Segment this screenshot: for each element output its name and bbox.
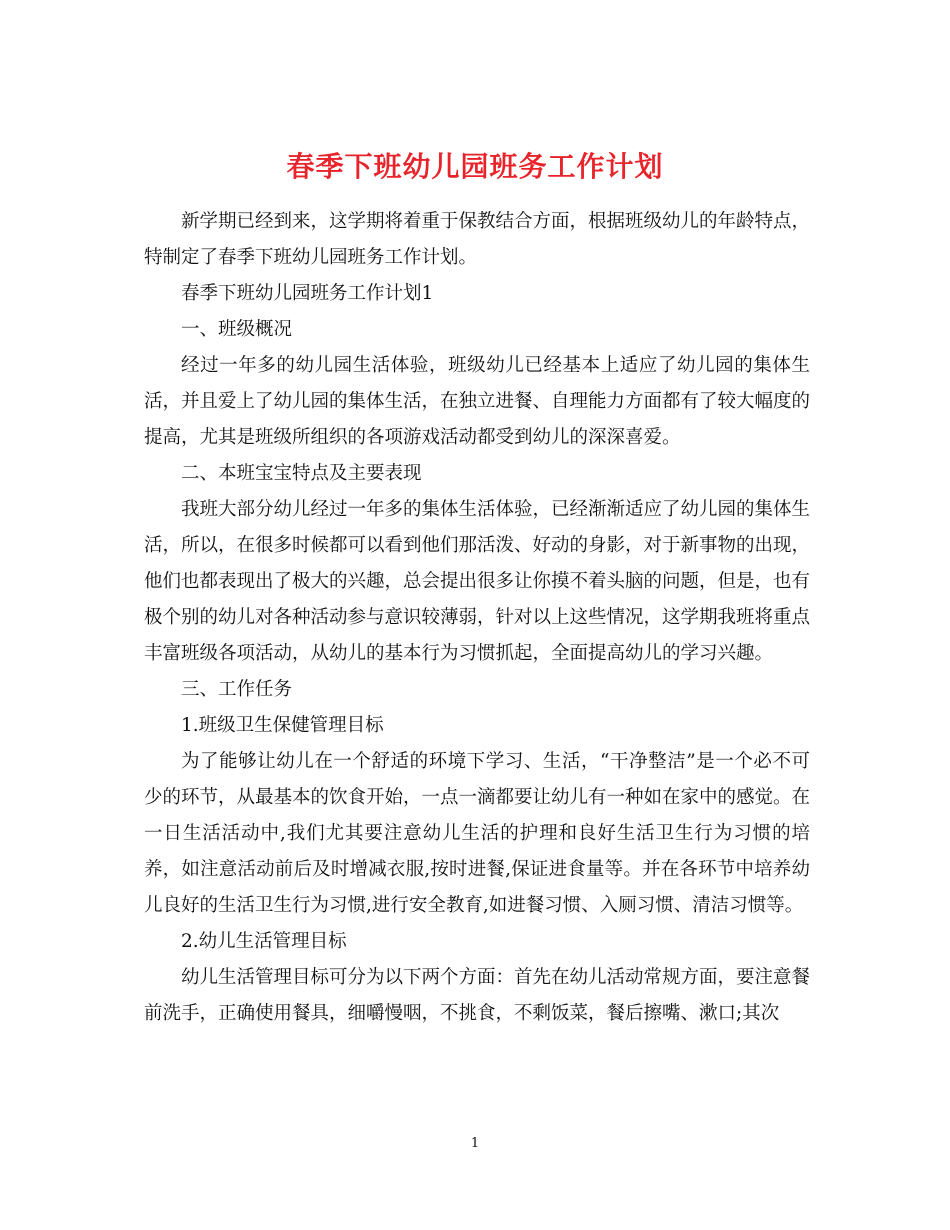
document-title: 春季下班幼儿园班务工作计划 bbox=[286, 149, 664, 183]
subsection-heading-life-management: 2.幼儿生活管理目标 bbox=[181, 931, 347, 952]
section-heading-class-overview: 一、班级概况 bbox=[181, 319, 293, 340]
subsection-heading-hygiene: 1.班级卫生保健管理目标 bbox=[181, 715, 384, 736]
section-heading-work-tasks: 三、工作任务 bbox=[181, 679, 293, 700]
body-paragraph-class-characteristics: 我班大部分幼儿经过一年多的集体生活体验，已经渐渐适应了幼儿园的集体生活，所以，在很多时候都可以看到他们那活泼、好动的身影，对于新事物的出现，他们也都表现出了极大的兴趣，总会提出很多让你摸不着头脑的问题，但是，也有极个别的幼儿对各种活动参与意识较薄弱，针对以上这些情况，这学期我班将重点丰富班级各项活动，从幼儿的基本行为习惯抓起，全面提高幼儿的学习兴趣。 bbox=[144, 499, 811, 664]
body-paragraph-hygiene: 为了能够让幼儿在一个舒适的环境下学习、生活，“干净整洁”是一个必不可少的环节，从最基本的饮食开始，一点一滴都要让幼儿有一种如在家中的感觉。在一日生活活动中,我们尤其要注意幼儿生活的护理和良好生活卫生行为习惯的培养，如注意活动前后及时增减衣服,按时进餐,保证进食量等。并在各环节中培养幼儿良好的生活卫生行为习惯,进行安全教育,如进餐习惯、入厕习惯、清洁习惯等。 bbox=[144, 751, 811, 916]
plan-subtitle: 春季下班幼儿园班务工作计划1 bbox=[181, 283, 434, 304]
intro-paragraph: 新学期已经到来，这学期将着重于保教结合方面，根据班级幼儿的年龄特点，特制定了春季下班幼儿园班务工作计划。 bbox=[144, 211, 811, 268]
page-number: 1 bbox=[470, 1136, 480, 1151]
section-heading-class-characteristics: 二、本班宝宝特点及主要表现 bbox=[181, 463, 422, 484]
body-paragraph-class-overview: 经过一年多的幼儿园生活体验，班级幼儿已经基本上适应了幼儿园的集体生活，并且爱上了幼儿园的集体生活，在独立进餐、自理能力方面都有了较大幅度的提高，尤其是班级所组织的各项游戏活动都受到幼儿的深深喜爱。 bbox=[144, 355, 811, 448]
body-paragraph-life-management: 幼儿生活管理目标可分为以下两个方面：首先在幼儿活动常规方面，要注意餐前洗手，正确使用餐具，细嚼慢咽，不挑食，不剩饭菜，餐后擦嘴、漱口;其次 bbox=[144, 967, 811, 1024]
document-body bbox=[144, 204, 810, 1032]
